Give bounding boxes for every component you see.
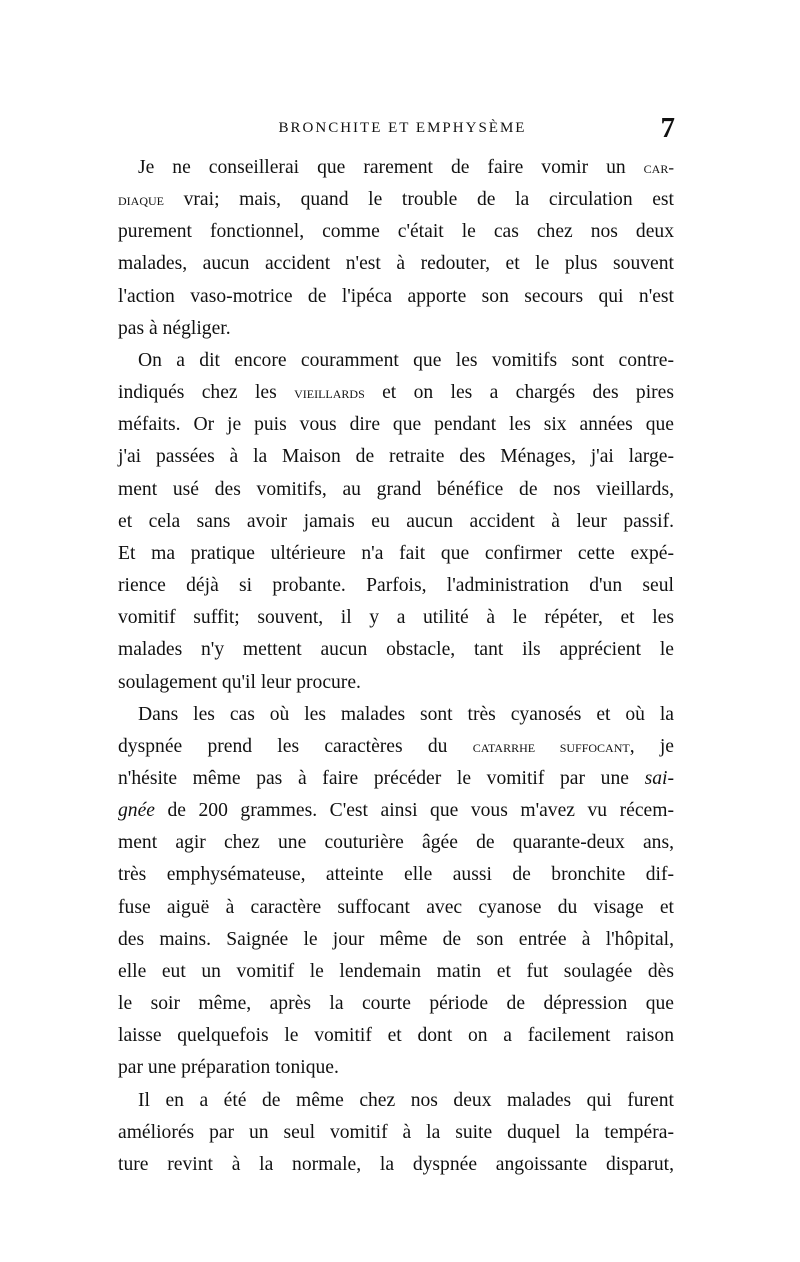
text-line: améliorés par un seul vomitif à la suite duquel la tempéra- — [118, 1121, 674, 1143]
text-line: n'hésite même pas à faire précéder le vomitif par une sai- — [118, 767, 674, 789]
text-line: On a dit encore couramment que les vomitifs sont contre- — [138, 349, 674, 371]
text-line: soulagement qu'il leur procure. — [118, 671, 361, 693]
body-text — [118, 152, 674, 1181]
text-line: ment usé des vomitifs, au grand bénéfice de nos vieillards, — [118, 478, 674, 500]
text-line: dyspnée prend les caractères du catarrhe suffocant, je — [118, 735, 675, 757]
text-line: pas à négliger. — [118, 317, 231, 339]
text-line: très emphysémateuse, atteinte elle aussi de bronchite dif- — [118, 864, 674, 886]
text-line: par une préparation tonique. — [118, 1057, 339, 1079]
text-line: ment agir chez une couturière âgée de quarante-deux ans, — [118, 832, 674, 854]
text-line: purement fonctionnel, comme c'était le cas chez nos deux — [118, 221, 674, 243]
paragraph-4 — [118, 1085, 674, 1181]
text-line: indiqués chez les vieillards et on les a chargés des pires — [118, 382, 675, 404]
paragraph-1 — [118, 152, 674, 345]
text-line: rience déjà si probante. Parfois, l'administration d'un seul — [118, 575, 674, 597]
page-number: 7 — [660, 112, 675, 144]
text-line: diaque vrai; mais, quand le trouble de la circulation est — [118, 189, 674, 211]
text-line: l'action vaso-motrice de l'ipéca apporte son secours qui n'est — [118, 285, 674, 307]
text-line: j'ai passées à la Maison de retraite des Ménages, j'ai large- — [118, 446, 674, 468]
text-line: Je ne conseillerai que rarement de faire vomir un car- — [138, 157, 674, 178]
running-head — [130, 112, 675, 144]
text-line: vomitif suffit; souvent, il y a utilité à le répéter, et les — [118, 607, 674, 629]
paragraph-3 — [118, 699, 674, 1085]
text-line: fuse aiguë à caractère suffocant avec cyanose du visage et — [118, 896, 674, 918]
text-line: méfaits. Or je puis vous dire que pendant les six années que — [118, 414, 674, 436]
paragraph-2 — [118, 345, 674, 699]
text-line: ture revint à la normale, la dyspnée angoissante disparut, — [118, 1153, 674, 1175]
text-line: laisse quelquefois le vomitif et dont on a facilement raison — [118, 1025, 674, 1047]
running-title: BRONCHITE ET EMPHYSÈME — [278, 120, 527, 136]
text-line: le soir même, après la courte période de dépression que — [118, 993, 674, 1015]
text-line: Il en a été de même chez nos deux malades qui furent — [138, 1089, 674, 1111]
text-line: elle eut un vomitif le lendemain matin et fut soulagée dès — [118, 960, 674, 982]
text-line: gnée de 200 grammes. C'est ainsi que vous m'avez vu récem- — [118, 800, 674, 822]
text-line: Et ma pratique ultérieure n'a fait que confirmer cette expé- — [118, 542, 674, 564]
text-line: Dans les cas où les malades sont très cyanosés et où la — [138, 703, 674, 725]
text-line: malades, aucun accident n'est à redouter, et le plus souvent — [118, 253, 674, 275]
text-line: malades n'y mettent aucun obstacle, tant ils apprécient le — [118, 639, 674, 661]
text-line: des mains. Saignée le jour même de son entrée à l'hôpital, — [118, 928, 674, 950]
text-line: et cela sans avoir jamais eu aucun accident à leur passif. — [118, 510, 674, 532]
